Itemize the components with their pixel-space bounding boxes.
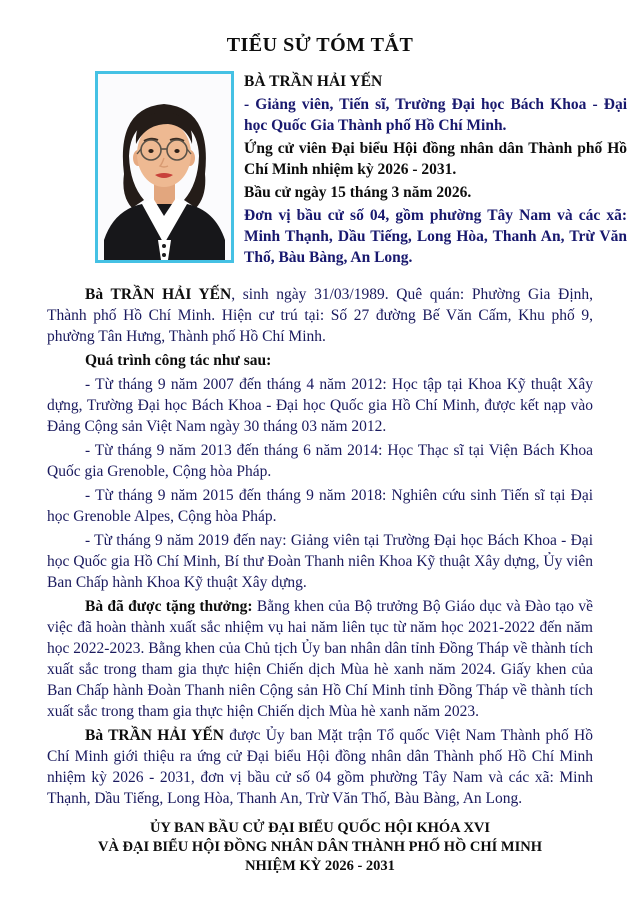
intro-name-lead: Bà TRẦN HẢI YẾN bbox=[85, 286, 232, 303]
awards-text: Bằng khen của Bộ trưởng Bộ Giáo dục và Đào tạo về việc đã hoàn thành xuất sắc nhiệm vụ hai năm liên tục từ năm học 2021-2022 đến năm học 2022-2023. Bằng khen của Chủ tịch Ủy ban nhân dân tỉnh Đồng Tháp về thành tích xuất sắc trong tham gia thực hiện Chiến dịch Mùa hè xanh năm 2024. Giấy khen của Ban Chấp hành Đoàn Thanh niên Cộng sản Hồ Chí Minh tỉnh Đồng Tháp về thành tích xuất sắc trong tham gia thực hiện Chiến dịch Mùa hè xanh năm 2023. bbox=[47, 598, 593, 720]
info-paragraph-role: - Giảng viên, Tiến sĩ, Trường Đại học Bách Khoa - Đại học Quốc Gia Thành phố Hồ Chí Minh. bbox=[244, 96, 627, 134]
profile-section bbox=[95, 71, 627, 270]
footer-line-3: NHIỆM KỲ 2026 - 2031 bbox=[245, 858, 395, 874]
footer-line-1: ỦY BAN BẦU CỬ ĐẠI BIỂU QUỐC HỘI KHÓA XVI bbox=[149, 820, 491, 836]
portrait-illustration bbox=[98, 74, 231, 260]
career-heading: Quá trình công tác như sau: bbox=[85, 352, 272, 369]
intro-text: , sinh ngày 31/03/1989. Quê quán: Phường Gia Định, Thành phố Hồ Chí Minh. Hiện cư trú tại: Số 27 đường Bế Văn Cấm, Khu phố 9, phường Tân Hưng, Thành phố Hồ Chí Minh. bbox=[47, 286, 593, 345]
page-title: TIỂU SỬ TÓM TẮT bbox=[226, 34, 414, 56]
career-item-2013: - Từ tháng 9 năm 2013 đến tháng 6 năm 2014: Học Thạc sĩ tại Viện Bách Khoa Quốc gia Grenoble, Cộng hòa Pháp. bbox=[47, 442, 593, 480]
biography-body bbox=[47, 284, 593, 809]
awards-lead: Bà đã được tặng thưởng: bbox=[85, 598, 253, 615]
career-item-2007: - Từ tháng 9 năm 2007 đến tháng 4 năm 2012: Học tập tại Khoa Kỹ thuật Xây dựng, Trường Đại học Bách Khoa - Đại học Quốc gia Hồ Chí Minh, được kết nạp vào Đảng Cộng sản Việt Nam ngày 30 tháng 03 năm 2012. bbox=[47, 376, 593, 435]
career-item-2015: - Từ tháng 9 năm 2015 đến tháng 9 năm 2018: Nghiên cứu sinh Tiến sĩ tại Đại học Grenoble Alpes, Cộng hòa Pháp. bbox=[47, 487, 593, 525]
candidate-name-heading: BÀ TRẦN HẢI YẾN bbox=[244, 73, 383, 90]
candidate-info bbox=[244, 71, 627, 270]
candidate-photo bbox=[95, 71, 234, 263]
footer-line-2: VÀ ĐẠI BIỂU HỘI ĐỒNG NHÂN DÂN THÀNH PHỐ HỒ CHÍ MINH bbox=[97, 839, 543, 855]
info-paragraph-candidacy: Ứng cử viên Đại biểu Hội đồng nhân dân Thành phố Hồ Chí Minh nhiệm kỳ 2026 - 2031. bbox=[244, 140, 627, 178]
awards-paragraph bbox=[47, 596, 593, 722]
info-paragraph-election-date: Bầu cử ngày 15 tháng 3 năm 2026. bbox=[244, 184, 472, 201]
nomination-name-lead: Bà TRẦN HẢI YẾN bbox=[85, 727, 224, 744]
career-item-2019: - Từ tháng 9 năm 2019 đến nay: Giảng viên tại Trường Đại học Bách Khoa - Đại học Quốc gia Hồ Chí Minh, Bí thư Đoàn Thanh niên Khoa Kỹ thuật Xây dựng, Ủy viên Ban Chấp hành Khoa Kỹ thuật Xây dựng. bbox=[47, 532, 593, 591]
issuing-authority bbox=[47, 819, 593, 876]
intro-paragraph bbox=[47, 284, 593, 347]
nomination-paragraph bbox=[47, 725, 593, 809]
nomination-text: được Ủy ban Mặt trận Tổ quốc Việt Nam Thành phố Hồ Chí Minh giới thiệu ra ứng cử Đại biểu Hội đồng nhân dân Thành phố Hồ Chí Minh nhiệm kỳ 2026 - 2031, đơn vị bầu cử số 04 gồm phường Tây Nam và các xã: Minh Thạnh, Dầu Tiếng, Long Hòa, Thanh An, Trừ Văn Thố, Bàu Bàng, An Long. bbox=[47, 727, 593, 807]
info-paragraph-constituency: Đơn vị bầu cử số 04, gồm phường Tây Nam và các xã: Minh Thạnh, Dầu Tiếng, Long Hòa, Thanh An, Trừ Văn Thố, Bàu Bàng, An Long. bbox=[244, 207, 627, 266]
